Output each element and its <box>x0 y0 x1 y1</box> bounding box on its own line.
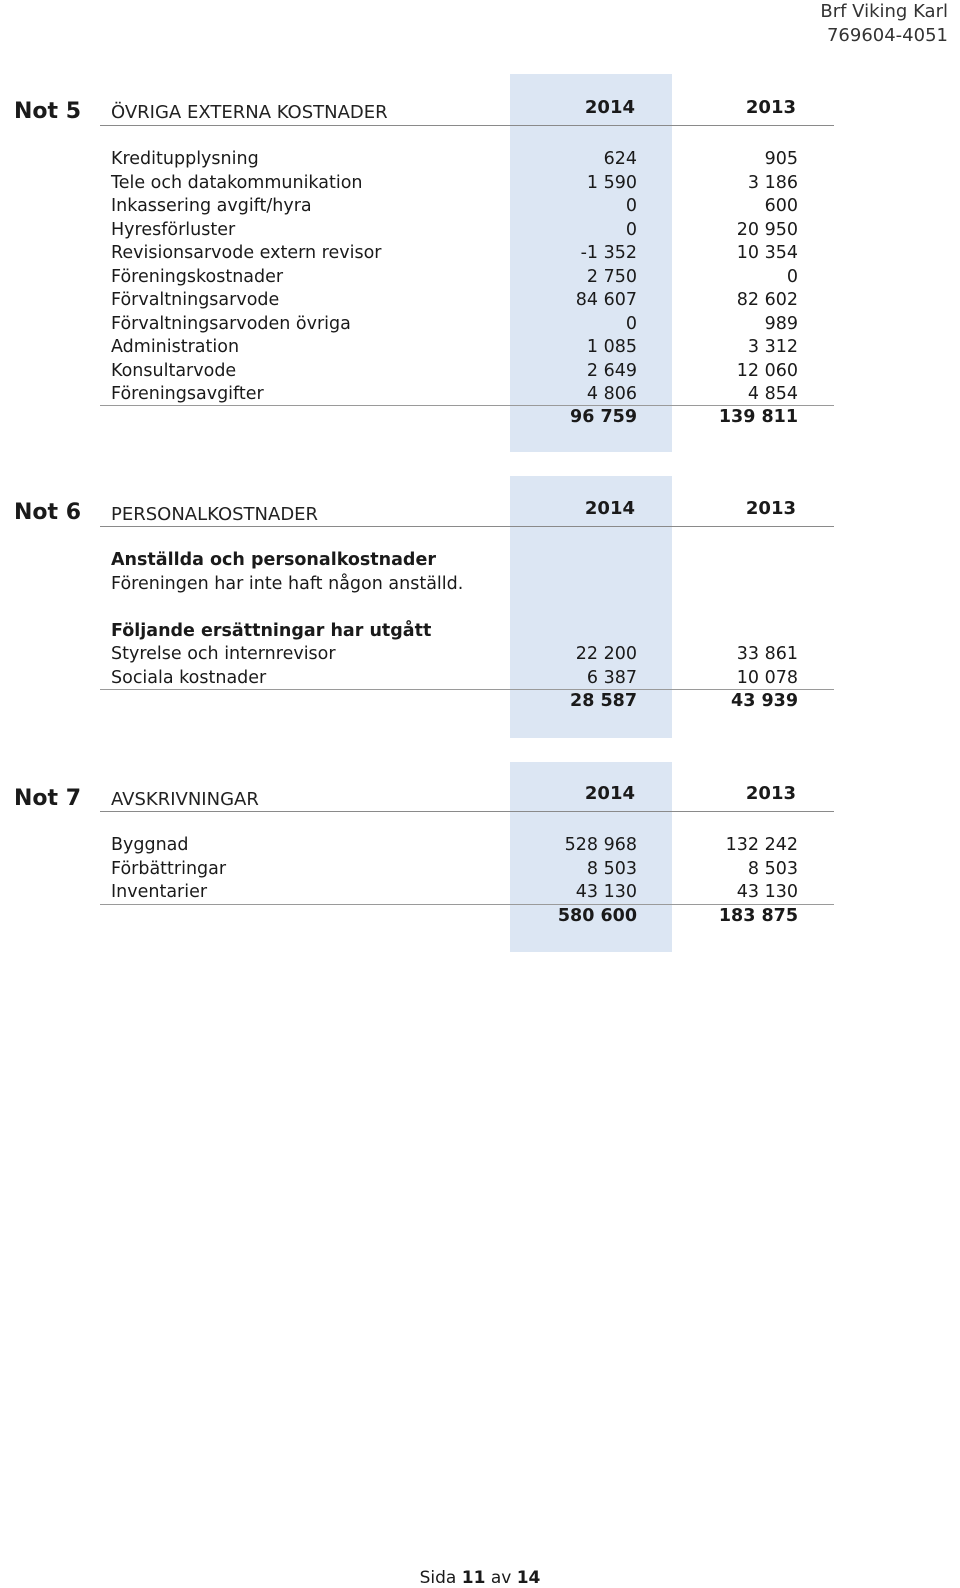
value-2013: 43 130 <box>736 882 798 902</box>
total-2013: 183 875 <box>718 906 798 926</box>
value-2013: 132 242 <box>725 835 798 855</box>
row-label: Förvaltningsarvode <box>111 290 280 310</box>
table-row <box>0 881 960 905</box>
subheading-employees: Anställda och personalkostnader <box>111 550 436 570</box>
total-row <box>0 905 960 929</box>
total-row <box>0 406 960 430</box>
row-label: Föreningsavgifter <box>111 384 264 404</box>
table-row <box>0 242 960 266</box>
org-number: 769604-4051 <box>826 25 948 46</box>
value-2014: 1 590 <box>586 172 637 193</box>
table-row <box>0 172 960 196</box>
table-row <box>0 667 960 691</box>
row-label: Förbättringar <box>111 858 227 879</box>
row-label: Förvaltningsarvoden övriga <box>111 313 351 334</box>
page-footer <box>0 1568 960 1588</box>
total-2014: 96 759 <box>570 407 637 427</box>
value-2014: 8 503 <box>586 858 637 879</box>
subheading-compensation: Följande ersättningar har utgått <box>111 620 432 641</box>
table-row <box>0 219 960 243</box>
value-2014: 0 <box>625 196 637 216</box>
value-2014: 528 968 <box>564 835 637 855</box>
value-2013: 905 <box>764 149 798 169</box>
org-name: Brf Viking Karl <box>820 1 948 22</box>
value-2013: 3 312 <box>747 337 798 357</box>
column-header-2013: 2013 <box>745 97 796 118</box>
value-2013: 600 <box>764 196 798 216</box>
table-row <box>0 834 960 858</box>
column-header-2014: 2014 <box>584 97 635 118</box>
value-2013: 0 <box>786 266 798 287</box>
value-2014: 1 085 <box>586 337 637 357</box>
total-2013: 139 811 <box>718 407 798 427</box>
row-label: Administration <box>111 337 240 357</box>
table-row <box>0 289 960 313</box>
column-header-2013: 2013 <box>745 498 796 519</box>
total-2014: 28 587 <box>570 691 637 711</box>
row-label: Kreditupplysning <box>111 149 259 169</box>
value-2014: -1 352 <box>580 243 637 263</box>
value-2014: 84 607 <box>575 290 637 310</box>
table-row <box>0 858 960 882</box>
value-2013: 10 354 <box>736 243 798 263</box>
value-2013: 4 854 <box>747 384 798 404</box>
table-row <box>0 643 960 667</box>
row-label: Revisionsarvode extern revisor <box>111 243 382 263</box>
current-page-number: 11 <box>461 1568 486 1588</box>
table-row <box>0 383 960 407</box>
value-2014: 0 <box>625 313 637 334</box>
column-header-2013: 2013 <box>745 783 796 804</box>
document-header <box>820 0 948 48</box>
total-pages: 14 <box>516 1568 541 1588</box>
row-label: Konsultarvode <box>111 360 237 381</box>
value-2014: 0 <box>625 219 637 240</box>
table-row <box>0 360 960 384</box>
table-row <box>0 195 960 219</box>
employees-note-text: Föreningen har inte haft någon anställd. <box>111 573 464 594</box>
value-2014: 43 130 <box>575 882 637 902</box>
value-2014: 6 387 <box>586 667 637 688</box>
total-2013: 43 939 <box>731 691 798 711</box>
value-2013: 20 950 <box>736 219 798 240</box>
value-2013: 8 503 <box>747 858 798 879</box>
value-2014: 624 <box>603 149 637 169</box>
table-row <box>0 336 960 360</box>
header-divider <box>100 125 834 126</box>
value-2013: 12 060 <box>736 360 798 381</box>
row-label: Sociala kostnader <box>111 667 267 688</box>
note-label: Not 5 <box>14 99 82 124</box>
table-row <box>0 266 960 290</box>
value-2014: 2 750 <box>586 266 637 287</box>
note-title: ÖVRIGA EXTERNA KOSTNADER <box>111 102 388 123</box>
row-label: Inventarier <box>111 882 208 902</box>
value-2014: 22 200 <box>575 644 637 664</box>
header-divider <box>100 526 834 527</box>
value-2013: 33 861 <box>736 644 798 664</box>
value-2013: 10 078 <box>736 667 798 688</box>
note-label: Not 6 <box>14 500 82 525</box>
row-label: Hyresförluster <box>111 219 236 240</box>
column-header-2014: 2014 <box>584 498 635 519</box>
header-divider <box>100 811 834 812</box>
table-row <box>0 313 960 337</box>
value-2013: 82 602 <box>736 290 798 310</box>
total-2014: 580 600 <box>557 906 637 926</box>
value-2013: 3 186 <box>747 172 798 193</box>
value-2014: 4 806 <box>586 384 637 404</box>
value-2013: 989 <box>764 313 798 334</box>
row-label: Styrelse och internrevisor <box>111 644 336 664</box>
page-prefix: Sida <box>419 1568 457 1588</box>
note-title: AVSKRIVNINGAR <box>111 789 259 810</box>
row-label: Byggnad <box>111 835 189 855</box>
row-label: Inkassering avgift/hyra <box>111 196 312 216</box>
row-label: Tele och datakommunikation <box>111 172 363 193</box>
page-separator: av <box>490 1568 512 1588</box>
column-header-2014: 2014 <box>584 783 635 804</box>
total-row <box>0 690 960 714</box>
note-label: Not 7 <box>14 786 82 811</box>
note-title: PERSONALKOSTNADER <box>111 504 319 525</box>
table-row <box>0 148 960 172</box>
value-2014: 2 649 <box>586 360 637 381</box>
row-label: Föreningskostnader <box>111 266 284 287</box>
